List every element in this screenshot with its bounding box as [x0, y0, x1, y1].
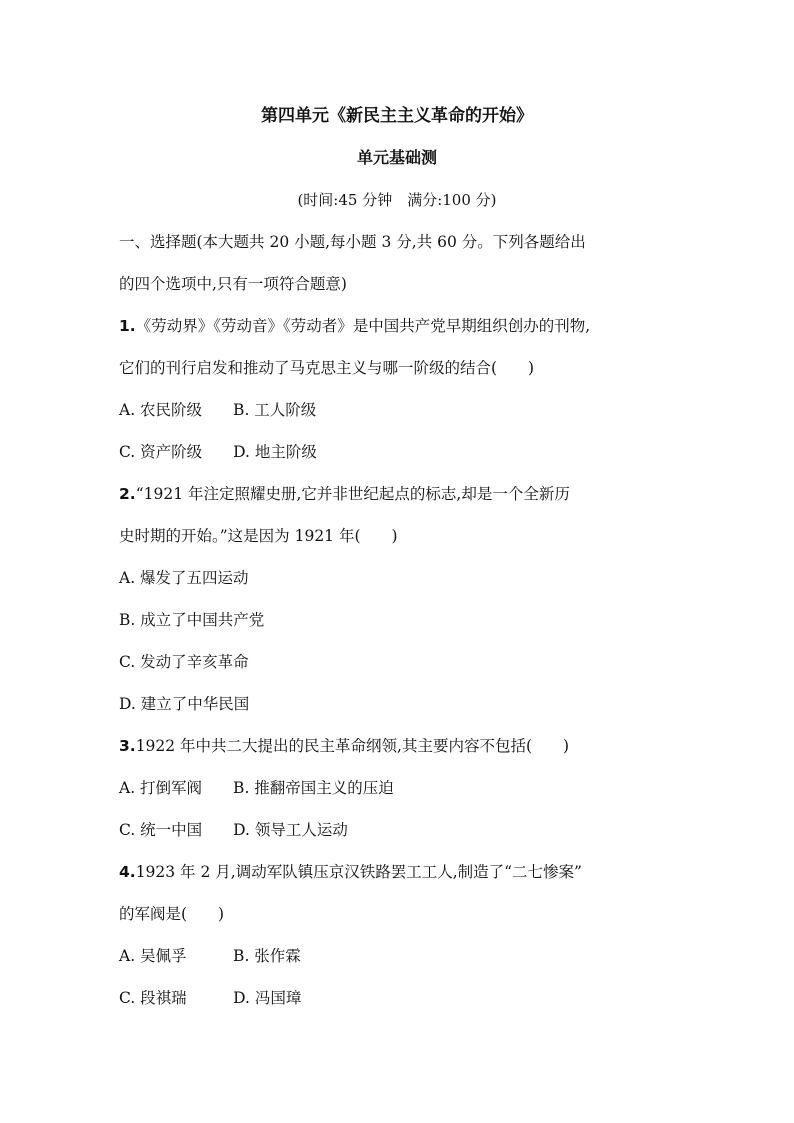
question-1-options-line-1: A. 农民阶级 B. 工人阶级 — [119, 401, 317, 419]
question-4-number: 4. — [119, 863, 136, 881]
question-1-number: 1. — [119, 317, 136, 335]
question-3-stem-text-1: 1922 年中共二大提出的民主革命纲领,其主要内容不包括( ) — [135, 737, 570, 755]
question-3-options-line-1: A. 打倒军阀 B. 推翻帝国主义的压迫 — [119, 779, 394, 797]
question-2-stem-line-2: 史时期的开始。”这是因为 1921 年( ) — [119, 527, 398, 545]
question-2-number: 2. — [119, 485, 136, 503]
section-heading-line-2: 的四个选项中,只有一项符合题意) — [119, 275, 347, 293]
question-4-stem-line-2: 的军阀是( ) — [119, 905, 225, 923]
question-3-number: 3. — [119, 737, 136, 755]
section-heading-line-1: 一、选择题(本大题共 20 小题,每小题 3 分,共 60 分。下列各题给出 — [119, 233, 586, 251]
question-4-options-line-1: A. 吴佩孚 B. 张作霖 — [119, 947, 301, 965]
question-4-stem-line-1 — [119, 860, 679, 884]
question-4-stem-text-1: 1923 年 2 月,调动军队镇压京汉铁路罢工工人,制造了“二七惨案” — [135, 863, 582, 881]
question-3-options-line-2: C. 统一中国 D. 领导工人运动 — [119, 821, 348, 839]
question-3-stem-line-1 — [119, 734, 679, 758]
time-info: (时间:45 分钟 满分:100 分) — [297, 191, 497, 209]
question-2-stem-line-1 — [119, 482, 679, 506]
question-1-stem-text-1: 《劳动界》《劳动音》《劳动者》是中国共产党早期组织创办的刊物, — [135, 317, 591, 335]
page-title: 第四单元《新民主主义革命的开始》 — [261, 106, 533, 126]
question-2-option-d: D. 建立了中华民国 — [119, 695, 250, 713]
question-2-option-b: B. 成立了中国共产党 — [119, 611, 265, 629]
question-2-stem-text-1: “1921 年注定照耀史册,它并非世纪起点的标志,却是一个全新历 — [135, 485, 570, 503]
page-subtitle: 单元基础测 — [356, 148, 437, 167]
question-2-option-c: C. 发动了辛亥革命 — [119, 653, 249, 671]
question-1-stem-line-2: 它们的刊行启发和推动了马克思主义与哪一阶级的结合( ) — [119, 359, 535, 377]
question-1-stem-line-1 — [119, 314, 679, 338]
question-2-option-a: A. 爆发了五四运动 — [119, 569, 249, 587]
question-4-options-line-2: C. 段祺瑞 D. 冯国璋 — [119, 989, 302, 1007]
question-1-options-line-2: C. 资产阶级 D. 地主阶级 — [119, 443, 317, 461]
